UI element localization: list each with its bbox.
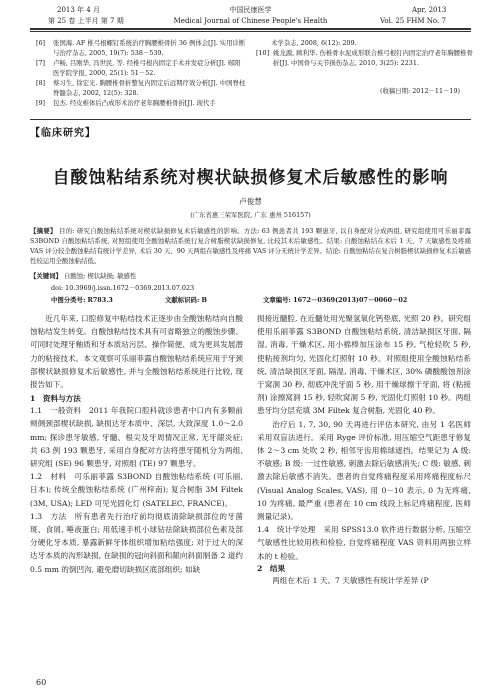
reference-text: 卢畅, 吕刚华, 冯世民, 等. 经椎弓根内固定手术并发症分析[J]. 郧阳医学院学报, 2000, 25(1): 51－52.	[53, 59, 241, 77]
reference-text: 包杰. 经皮椎体后凸成形术治疗老年胸腰椎骨折[J]. 现代手	[53, 99, 216, 107]
header-rule-thick	[30, 28, 471, 30]
keywords-label: 【关键词】	[30, 272, 62, 280]
clc-number: 中图分类号: R783.3	[51, 296, 113, 304]
header-journal-en: Medical Journal of Chinese People's Health	[173, 17, 328, 25]
header-date-en: Apr, 2013	[412, 6, 447, 14]
reference-number: [10]	[256, 49, 270, 57]
reference-text: 张国海. AF 椎弓根螺钉系统治疗胸腰椎骨折 36 例体会[J]. 实用诊断与治疗杂志, 2005, 19(7): 538－539.	[53, 39, 246, 57]
reference-9	[36, 98, 251, 108]
reference-10	[256, 48, 474, 68]
section-rule	[30, 119, 471, 120]
reference-number: [9]	[36, 99, 46, 107]
paragraph-evaluation: 治疗后 1, 7, 30, 90 天再进行评估本研究, 由另 1 名医师采用双盲法进行。采用 Ryge 评价标准, 用压缩空气距患牙修复体 2～3 cm 处吹 2 秒, 相邻牙齿用棉球遮挡。结果记为 A 级: 不敏感; B 级: 一过性敏感, 刺激去除后敏感消失; C 级: 敏感, 刺激去除后敏感不消失。患者的自觉疼痛程度采用疼痛程度标尺 (Visual Analog Scales, VAS), 用 0－10 表示, 0 为无疼痛, 10 为疼痛, 最严重 (患者在 10 cm 线段上标记疼痛程度, 医师测量记录)。	[257, 419, 471, 522]
article-number: 文章编号: 1672－0369(2013)07－0060－02	[263, 296, 408, 304]
paragraph-methods-continued: 损接近髓腔, 在近髓处用光聚氢氧化钙垫底, 光照 20 秒。研究组使用乐丽菲露 S3BOND 自酸蚀粘结系统, 清洁缺损区牙面, 隔湿, 消毒, 干燥术区, 用小棉棒加压涂布 15 秒, 气枪轻吹 5 秒, 使粘接剂均匀, 光固化灯照射 10 秒。对照组使用全酸蚀粘结系统, 清洁缺损区牙面, 隔湿, 消毒, 干燥术区, 30% 磷酸酸蚀剂涂于窝洞 30 秒, 彻底冲洗牙面 5 秒, 用干燥球擦干牙面, 将 (粘接剂) 涂擦窝洞 15 秒, 轻吹窝洞 5 秒, 光固化灯照射 10 秒。两组患牙均分层充填 3M Filtek 复合树脂, 光固化 40 秒。	[257, 314, 471, 416]
reference-7	[36, 58, 246, 78]
header-volume-en: Vol. 25 FHM No. 7	[380, 17, 446, 25]
heading-materials-methods: 1 资料与方法	[30, 394, 81, 404]
header-issue-date: 2013 年 4 月	[57, 6, 100, 14]
reference-8	[36, 78, 246, 98]
abstract	[30, 226, 471, 266]
section-tag: 【临床研究】	[30, 128, 96, 139]
keywords	[30, 271, 471, 281]
header-issue-volume: 第 25 卷 上半月 第 7 期	[48, 17, 124, 25]
reference-text: 姚龙源, 顾利华. 伤椎骨水泥成形联合椎弓根钉内固定治疗老年胸腰椎骨折[J]. 中国骨与关节损伤杂志, 2010, 3(25): 2231.	[273, 49, 473, 67]
intro-paragraph: 近几年来, 口腔修复中粘结技术正逐步由全酸蚀粘结向自酸蚀粘结发生转变。自酸蚀粘结技术具有可省略独立的酸蚀步骤、可同时处理牙釉质和牙本质玷污层、操作简便、成为更具发展潜力的粘接技术。本文观察可乐丽菲露自酸蚀粘结系统应用于牙颈部楔状缺损修复术后敏感性, 并与全酸蚀粘结系统进行比较, 现报告如下。	[30, 314, 243, 390]
paragraph-materials: 1.2 材料 可乐丽菲露 S3BOND 自酸蚀粘结系统 (可乐丽, 日本); 传统全酸蚀粘结系统 (广州梓南); 复合树脂 3M Filtek (3M, USA); LED 可见光固化灯 (SATELEC, FRANCE)。	[30, 472, 243, 508]
reference-number: [6]	[36, 39, 46, 47]
doi: doi: 10.3969/j.issn.1672－0369.2013.07.023	[51, 284, 195, 292]
article-affiliation: (广东省惠三荣军医院, 广东 惠州 516157)	[190, 211, 311, 219]
paragraph-statistics: 1.4 统计学处理 采用 SPSS13.0 软件进行数据分析, 压缩空气敏感性比较用秩和检验, 自觉疼痛程度 VAS 资料用两独立样本的 t 检验。	[257, 525, 471, 561]
heading-results: 2 结果	[257, 563, 286, 573]
header-rule-thin	[30, 31, 471, 32]
reference-text: 术学杂志, 2008, 6(12): 209.	[271, 39, 357, 47]
paragraph-methods: 1.3 方法 所有患者先行治疗前均彻底清除缺损部位的牙菌斑、食屑, 唾液蛋白; 用低速手机小球钻祛除缺损部位色素及部分硬化牙本质, 暴露新鲜牙体组织增加粘结强度; 对于过大的深达牙本质的沟形缺损, 在缺损的冠向斜面和龈向斜面制备 2 道约 0.5 mm 的倒凹沟, 避免磨切缺损区底部组织; 如缺	[30, 511, 243, 574]
reference-number: [8]	[36, 79, 46, 87]
header-journal-cn: 中国民康医学	[229, 6, 272, 14]
reference-6	[36, 38, 246, 58]
right-column	[257, 312, 471, 587]
article-author: 卢俊慧	[239, 197, 262, 206]
left-column	[30, 312, 243, 576]
paragraph-general-data: 1.1 一般资料 2011 年我院口腔科就诊患者中口内有多颗前颊侧颈部楔状缺损, 缺损达牙本质中、深层, 大致深度 1.0～2.0 mm; 探诊患牙敏感, 牙髓、根尖及牙周情况正常, 无牙龈炎症; 共 63 例 193 颗患牙, 采用自身配对方法将患牙随机分为两组, 研究组 (SE) 96 颗患牙, 对照组 (TE) 97 颗患牙。	[30, 406, 243, 469]
paragraph-results: 两组在术后 1 天、7 天敏感性有统计学差异 (P	[272, 575, 429, 585]
document-code: 文献标识码: B	[165, 296, 207, 304]
reference-number: [7]	[36, 59, 46, 67]
received-date: (收稿日期: 2012－11－19)	[380, 87, 461, 95]
article-title: 自酸蚀粘结系统对楔状缺损修复术后敏感性的影响	[52, 168, 449, 188]
reference-text: 蔡习生, 徐宏光. 胸腰椎骨折整复内固定后远期疗效分析[J]. 中国脊柱脊髓杂志, 2002, 12(5): 328.	[53, 79, 246, 97]
abstract-text: 目的: 研究自酸蚀粘结系统对楔状缺损修复术后敏感性的影响。方法: 63 例患者共 193 颗患牙, 以自身配对分成两组, 研究组使用可乐丽菲露 S3BOND 自酸蚀粘结系统, 对照组使用全酸蚀粘结系统行复合树脂楔状缺损修复, 比较其术后敏感性。结果: 自酸蚀粘结在术后 1 天、7 天敏感性及疼痛 VAS 评分较全酸蚀粘结有统计学差异, 术后 30 天、90 天两组在敏感性及疼痛 VAS 评分无统计学差异。结论: 自酸蚀粘结在复合树脂楔状缺损修复术后敏感性较运用全酸蚀粘结低。	[30, 227, 471, 265]
keywords-text: 自酸蚀; 楔状缺损; 敏感性	[64, 272, 137, 280]
page-number: 60	[36, 678, 47, 687]
abstract-label: 【摘要】	[30, 227, 57, 235]
reference-9-continued	[271, 38, 471, 48]
